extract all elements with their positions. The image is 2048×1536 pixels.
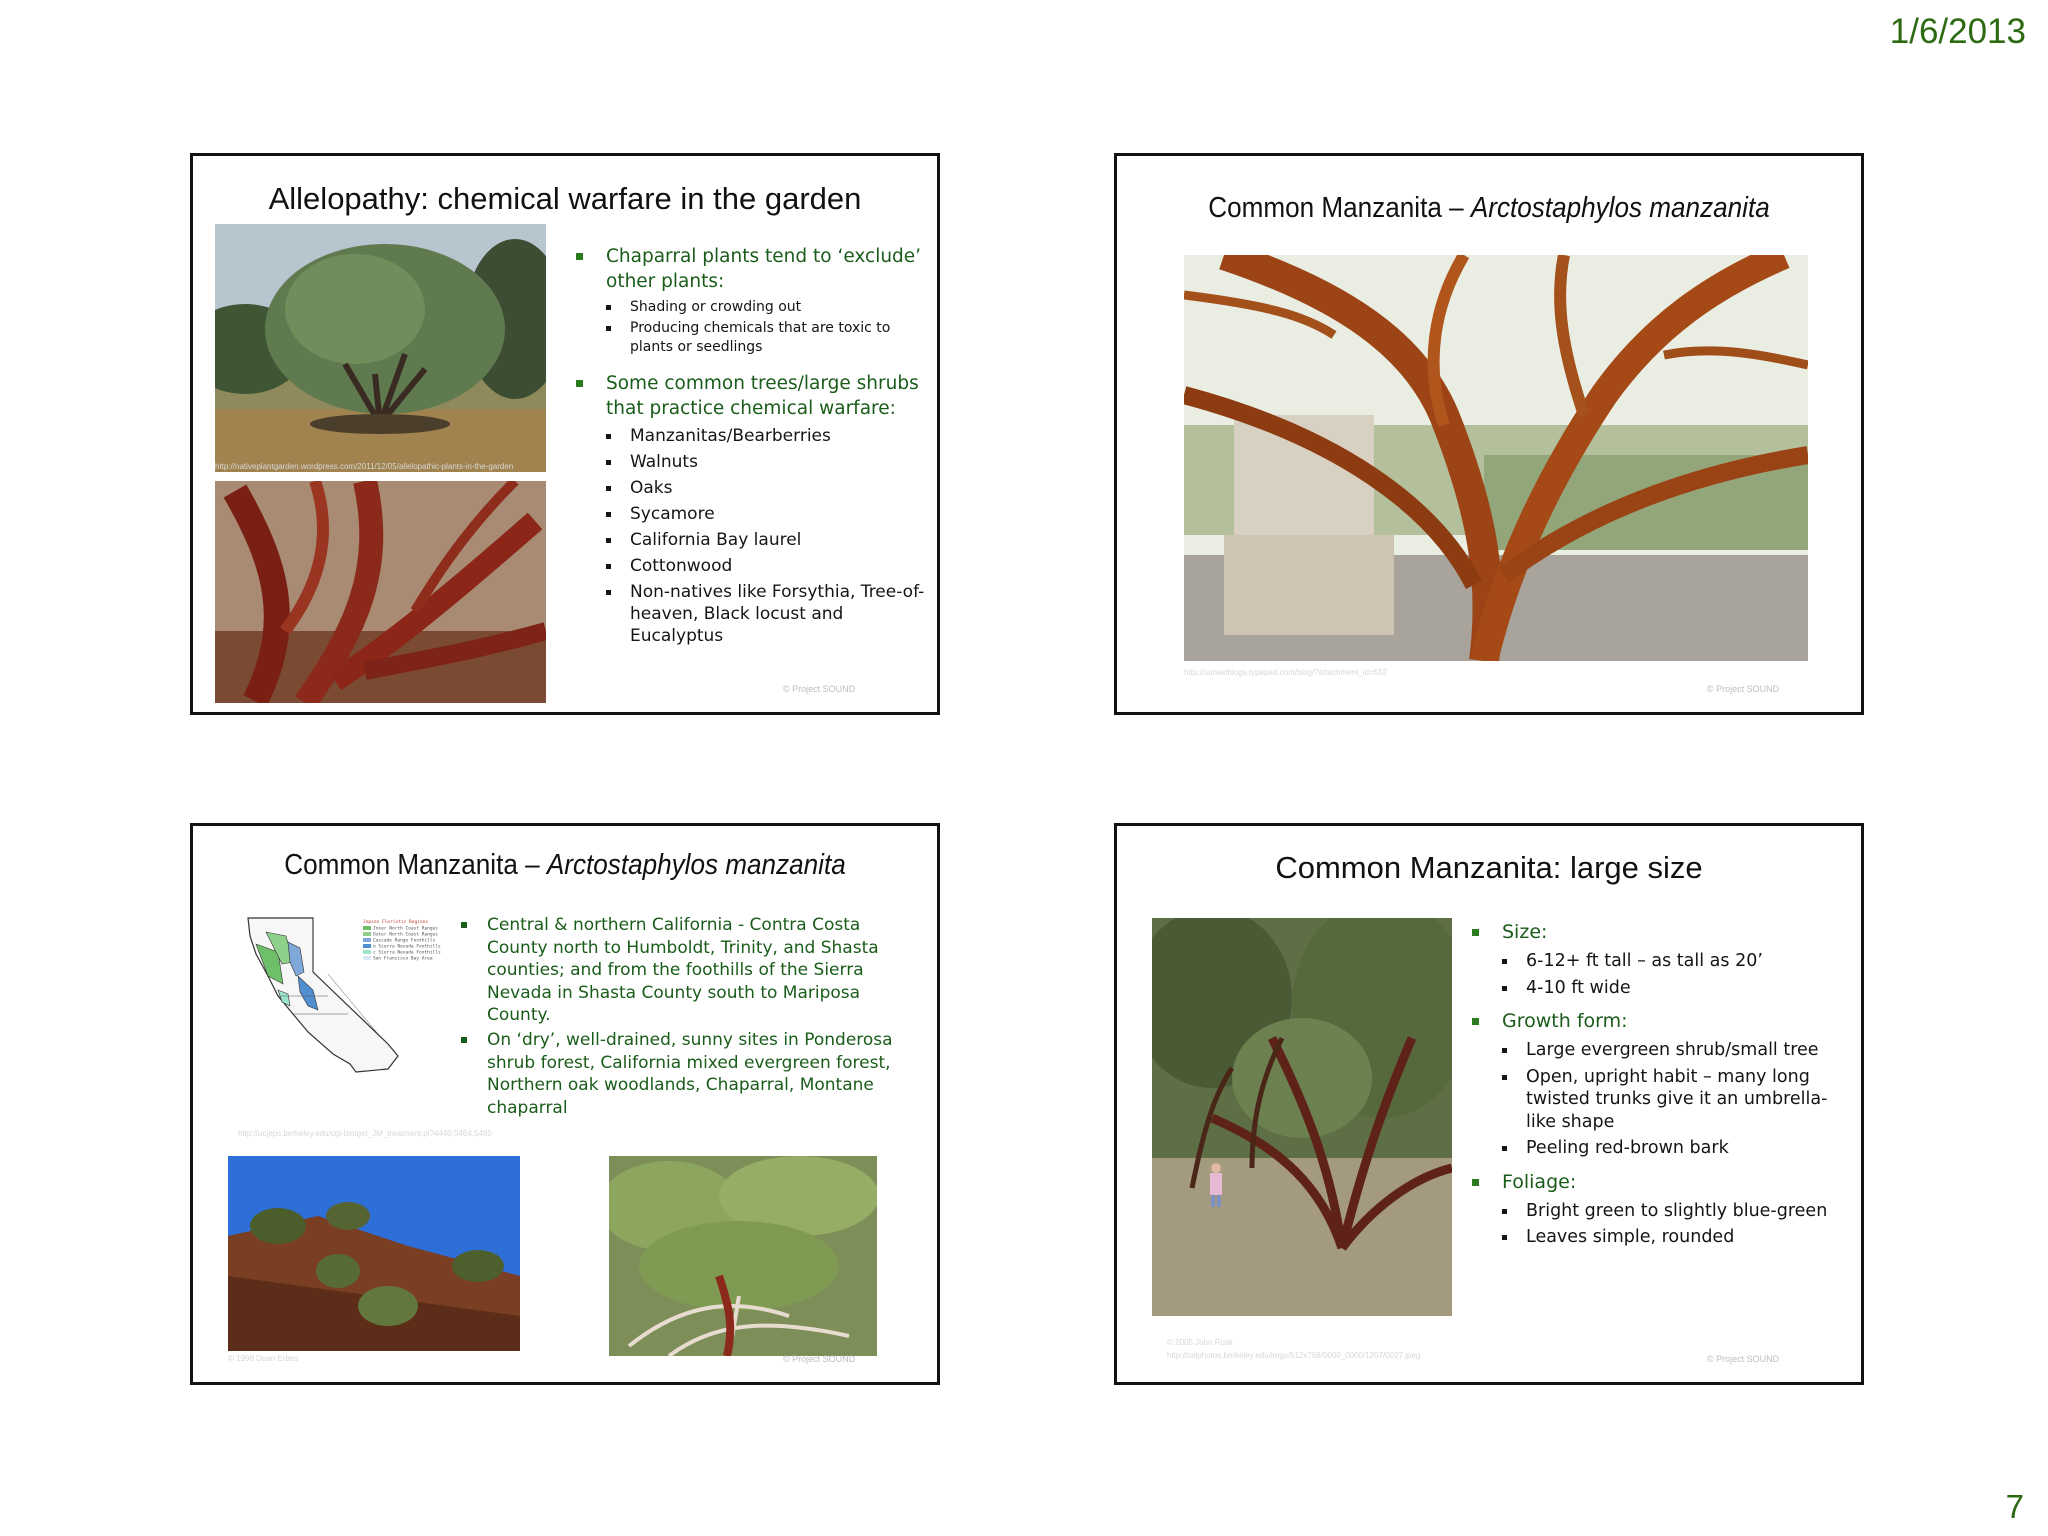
slide-common-manzanita-photo xyxy=(1114,153,1864,715)
shrub-closeup-photo xyxy=(609,1156,877,1356)
bullet-item: Chaparral plants tend to ‘exclude’ other plants: Shading or crowding out Producing chemicals that are toxic to plants or seedlings xyxy=(576,244,926,357)
photo-credit: © 2005 John Rusk xyxy=(1167,1338,1233,1347)
page-number: 7 xyxy=(2005,1488,2024,1525)
sub-bullet-item: 6-12+ ft tall – as tall as 20’ xyxy=(1502,950,1852,973)
photo-credit: http://nativeplantgarden.wordpress.com/2011/12/05/allelopathic-plants-in-the-garden xyxy=(215,462,514,471)
bullet-list xyxy=(1472,921,1852,1249)
slide-title: Allelopathy: chemical warfare in the garden xyxy=(268,181,862,216)
page-date: 1/6/2013 xyxy=(1889,12,2026,51)
map-legend: Jepson Floristic Regions Inner North Coast Ranges Outer North Coast Ranges Cascade Range Foothills n Sierra Nevada Foothills c Sierra Nevada Foothills San Francisco Bay Area xyxy=(363,920,441,962)
red-bark-trunks-photo xyxy=(215,481,546,703)
hillside-chaparral-photo xyxy=(228,1156,520,1351)
sub-bullet-item: Sycamore xyxy=(606,503,926,525)
sub-bullet-item: California Bay laurel xyxy=(606,529,926,551)
manzanita-branches-photo xyxy=(1184,255,1808,661)
bullet-list xyxy=(461,914,911,1119)
slide-copyright: © Project SOUND xyxy=(783,1354,856,1364)
bullet-item: Growth form: Large evergreen shrub/small tree Open, upright habit – many long twisted trunks give it an umbrella-like shape Peeling red-brown bark xyxy=(1472,1010,1852,1160)
bullet-item: Central & northern California - Contra Costa County north to Humboldt, Trinity, and Shasta counties; and from the foothills of the Sierra Nevada in Shasta County south to Mariposa County. xyxy=(461,914,911,1027)
slide-copyright: © Project SOUND xyxy=(783,684,856,694)
map-credit: http://ucjeps.berkeley.edu/cgi-bin/get_JM_treatment.pl?4440,5464,5480 xyxy=(238,1129,492,1138)
sub-bullet-item: Non-natives like Forsythia, Tree-of-heaven, Black locust and Eucalyptus xyxy=(606,581,926,647)
bullet-item: Foliage: Bright green to slightly blue-green Leaves simple, rounded xyxy=(1472,1171,1852,1249)
sub-bullet-item: Manzanitas/Bearberries xyxy=(606,425,926,447)
sub-bullet-item: Leaves simple, rounded xyxy=(1502,1226,1852,1249)
sub-bullet-item: Bright green to slightly blue-green xyxy=(1502,1200,1852,1223)
photo-credit: © 1998 Dean Erbes xyxy=(228,1354,299,1363)
sub-bullet-item: Open, upright habit – many long twisted trunks give it an umbrella-like shape xyxy=(1502,1066,1852,1134)
slide-allelopathy xyxy=(190,153,940,715)
slide-common-manzanita-size xyxy=(1114,823,1864,1385)
bullet-list xyxy=(576,244,926,647)
sub-bullet-item: Walnuts xyxy=(606,451,926,473)
sub-bullet-item: 4-10 ft wide xyxy=(1502,977,1852,1000)
sub-bullet-item: Producing chemicals that are toxic to plants or seedlings xyxy=(606,319,926,357)
bullet-item: Some common trees/large shrubs that practice chemical warfare: Manzanitas/Bearberries Walnuts Oaks Sycamore California Bay laurel Cottonwood Non-natives like Forsythia, Tree-of-heaven, Black locust and Eucalyptus xyxy=(576,371,926,647)
bullet-item: Size: 6-12+ ft tall – as tall as 20’ 4-10 ft wide xyxy=(1472,921,1852,999)
slide-common-manzanita-range xyxy=(190,823,940,1385)
photo-credit-url: http://calphotos.berkeley.edu/imgs/512x768/0000_0000/1207/0027.jpeg xyxy=(1167,1351,1421,1360)
sub-bullet-item: Peeling red-brown bark xyxy=(1502,1137,1852,1160)
slide-title: Common Manzanita: large size xyxy=(1275,850,1703,885)
slide-title: Common Manzanita – Arctostaphylos manzanita xyxy=(284,849,846,881)
slide-copyright: © Project SOUND xyxy=(1707,684,1780,694)
large-manzanita-photo xyxy=(1152,918,1452,1316)
sub-bullet-item: Oaks xyxy=(606,477,926,499)
manzanita-tree-photo xyxy=(215,224,546,472)
sub-bullet-item: Shading or crowding out xyxy=(606,298,926,317)
bullet-item: On ‘dry’, well-drained, sunny sites in Ponderosa shrub forest, California mixed evergreen forest, Northern oak woodlands, Chaparral, Montane chaparral xyxy=(461,1029,911,1119)
sub-bullet-item: Large evergreen shrub/small tree xyxy=(1502,1039,1852,1062)
photo-credit: http://sunsetblogs.typepad.com/blog/?attachment_id=552 xyxy=(1184,668,1388,677)
sub-bullet-item: Cottonwood xyxy=(606,555,926,577)
slide-copyright: © Project SOUND xyxy=(1707,1354,1780,1364)
slide-title: Common Manzanita – Arctostaphylos manzanita xyxy=(1208,192,1770,224)
